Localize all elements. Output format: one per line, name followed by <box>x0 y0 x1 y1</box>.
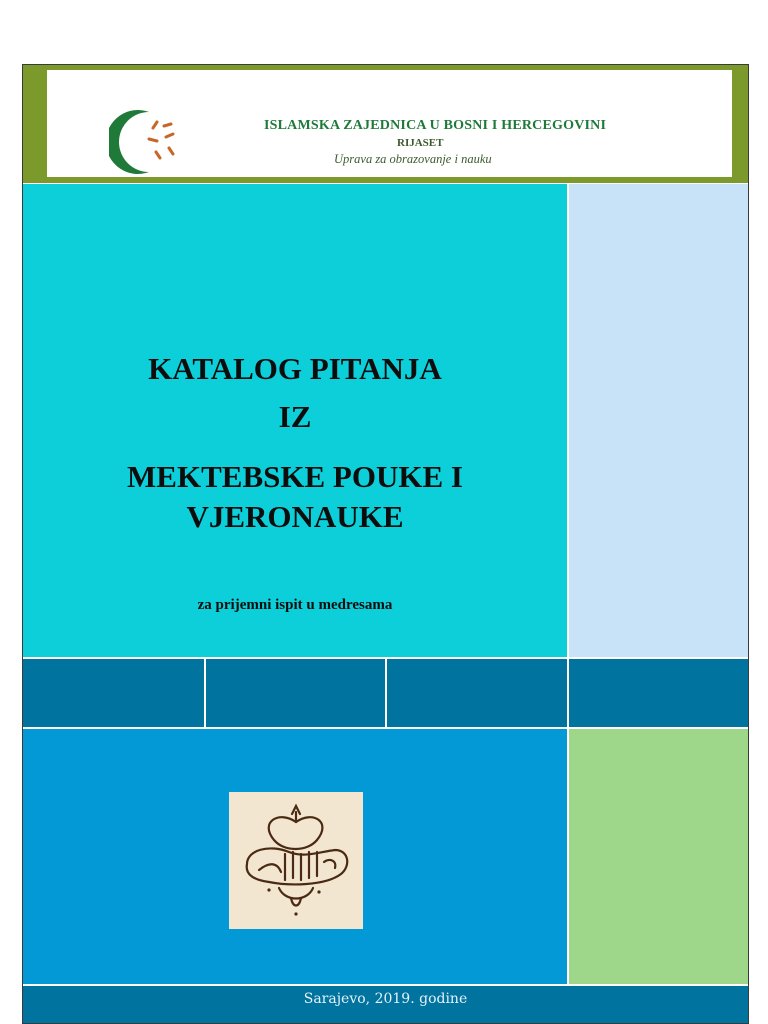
organization-name: ISLAMSKA ZAJEDNICA U BOSNI I HERCEGOVINI <box>264 118 607 133</box>
organization-department: Uprava za obrazovanje i nauku <box>334 152 492 166</box>
strip-cell <box>23 659 204 727</box>
cover-page <box>22 64 749 1024</box>
title-line: KATALOG PITANJA <box>148 351 442 386</box>
header-banner <box>47 70 732 177</box>
strip-cell <box>387 659 567 727</box>
title-line: MEKTEBSKE POUKE I <box>127 459 463 494</box>
crescent-logo-icon <box>109 106 189 176</box>
document-subtitle: za prijemni ispit u medresama <box>197 597 393 613</box>
side-panel-bottom <box>569 729 748 984</box>
document-title <box>23 345 567 541</box>
calligraphy-image <box>229 792 363 929</box>
header-band <box>23 65 748 183</box>
strip-cell <box>206 659 385 727</box>
publication-place-date: Sarajevo, 2019. godine <box>303 991 468 1007</box>
title-line: IZ <box>278 399 312 434</box>
organization-subtitle: RIJASET <box>397 137 444 149</box>
arabic-calligraphy-icon <box>229 792 363 929</box>
strip-cell <box>569 659 748 727</box>
title-line: VJERONAUKE <box>186 499 404 534</box>
side-panel-top <box>569 184 748 657</box>
